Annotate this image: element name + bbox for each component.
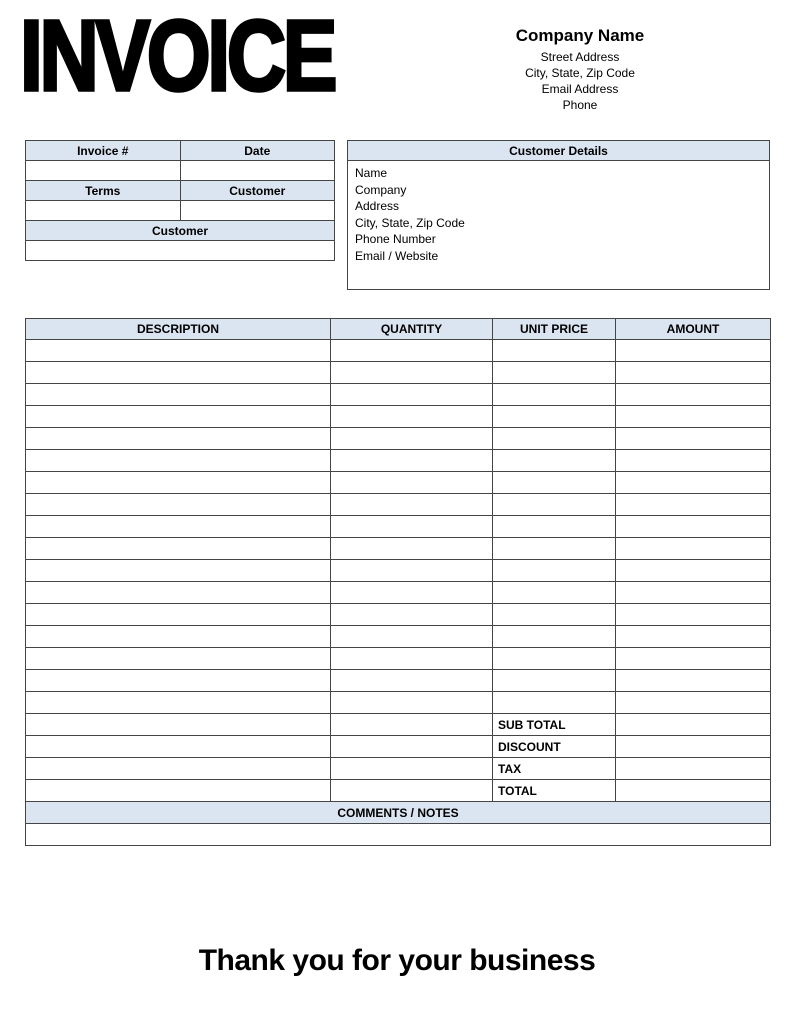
customer-cell xyxy=(180,201,335,221)
meta-value-row xyxy=(26,201,335,221)
totals-amount-cell xyxy=(616,780,771,802)
item-cell xyxy=(493,406,616,428)
company-city-state-zip: City, State, Zip Code xyxy=(525,66,635,80)
item-cell xyxy=(616,494,771,516)
item-cell xyxy=(331,626,493,648)
item-row xyxy=(26,516,771,538)
totals-description-cell xyxy=(26,758,331,780)
totals-amount-cell xyxy=(616,714,771,736)
item-cell xyxy=(493,340,616,362)
company-info-block xyxy=(460,26,700,113)
item-cell xyxy=(331,362,493,384)
customer-city-state-zip-line: City, State, Zip Code xyxy=(355,215,465,230)
item-cell xyxy=(26,494,331,516)
item-cell xyxy=(616,670,771,692)
item-cell xyxy=(616,516,771,538)
item-cell xyxy=(493,560,616,582)
item-cell xyxy=(26,428,331,450)
totals-quantity-cell xyxy=(331,714,493,736)
item-cell xyxy=(331,560,493,582)
item-cell xyxy=(26,582,331,604)
date-cell xyxy=(180,161,335,181)
item-cell xyxy=(493,472,616,494)
item-cell xyxy=(616,560,771,582)
customer-details-header: Customer Details xyxy=(348,141,769,161)
item-cell xyxy=(493,670,616,692)
totals-quantity-cell xyxy=(331,780,493,802)
item-cell xyxy=(493,692,616,714)
item-cell xyxy=(616,472,771,494)
meta-header-row xyxy=(26,141,335,161)
item-row xyxy=(26,494,771,516)
customer-full-label: Customer xyxy=(26,221,335,241)
item-cell xyxy=(26,560,331,582)
item-cell xyxy=(331,494,493,516)
totals-label-cell: SUB TOTAL xyxy=(493,714,616,736)
item-cell xyxy=(493,450,616,472)
item-cell xyxy=(26,472,331,494)
item-cell xyxy=(493,582,616,604)
item-cell xyxy=(493,494,616,516)
item-cell xyxy=(26,670,331,692)
item-cell xyxy=(493,538,616,560)
item-cell xyxy=(26,406,331,428)
item-cell xyxy=(331,406,493,428)
company-name: Company Name xyxy=(515,26,645,45)
item-cell xyxy=(616,626,771,648)
item-cell xyxy=(26,340,331,362)
item-row xyxy=(26,384,771,406)
totals-quantity-cell xyxy=(331,736,493,758)
item-cell xyxy=(331,648,493,670)
comments-section xyxy=(26,802,771,846)
invoice-number-cell xyxy=(26,161,181,181)
item-row xyxy=(26,604,771,626)
item-row xyxy=(26,538,771,560)
item-row xyxy=(26,406,771,428)
item-cell xyxy=(26,626,331,648)
quantity-header: QUANTITY xyxy=(331,319,493,340)
item-row xyxy=(26,450,771,472)
customer-details-box xyxy=(347,140,770,290)
item-cell xyxy=(331,450,493,472)
totals-amount-cell xyxy=(616,736,771,758)
meta-header-row xyxy=(26,221,335,241)
company-street-address: Street Address xyxy=(540,50,620,64)
totals-row xyxy=(26,736,771,758)
item-cell xyxy=(26,538,331,560)
invoice-meta-table xyxy=(25,140,335,261)
customer-phone-line: Phone Number xyxy=(355,232,436,246)
meta-value-row xyxy=(26,161,335,181)
items-table xyxy=(25,318,771,846)
items-table-body xyxy=(26,340,771,714)
item-cell xyxy=(493,362,616,384)
description-header: DESCRIPTION xyxy=(26,319,331,340)
item-cell xyxy=(616,362,771,384)
item-cell xyxy=(26,692,331,714)
item-cell xyxy=(493,604,616,626)
customer-company-line: Company xyxy=(355,182,407,197)
terms-label: Terms xyxy=(26,181,181,201)
amount-header: AMOUNT xyxy=(616,319,771,340)
item-cell xyxy=(26,604,331,626)
meta-value-row xyxy=(26,241,335,261)
totals-label-cell: TOTAL xyxy=(493,780,616,802)
item-cell xyxy=(616,582,771,604)
item-cell xyxy=(493,648,616,670)
comments-header: COMMENTS / NOTES xyxy=(26,802,771,824)
item-cell xyxy=(26,516,331,538)
item-cell xyxy=(493,384,616,406)
totals-body xyxy=(26,714,771,802)
footer-message: Thank you for your business xyxy=(198,944,596,977)
customer-email-website-line: Email / Website xyxy=(355,248,439,263)
item-cell xyxy=(331,538,493,560)
item-cell xyxy=(331,340,493,362)
totals-description-cell xyxy=(26,736,331,758)
item-cell xyxy=(616,406,771,428)
totals-label-cell: TAX xyxy=(493,758,616,780)
item-cell xyxy=(331,384,493,406)
totals-description-cell xyxy=(26,780,331,802)
item-row xyxy=(26,692,771,714)
totals-row xyxy=(26,780,771,802)
items-header-row xyxy=(26,319,771,340)
item-row xyxy=(26,560,771,582)
item-cell xyxy=(26,384,331,406)
item-row xyxy=(26,648,771,670)
item-cell xyxy=(331,670,493,692)
totals-amount-cell xyxy=(616,758,771,780)
item-cell xyxy=(331,582,493,604)
unit-price-header: UNIT PRICE xyxy=(493,319,616,340)
item-cell xyxy=(26,450,331,472)
item-cell xyxy=(616,648,771,670)
totals-description-cell xyxy=(26,714,331,736)
totals-row xyxy=(26,714,771,736)
comments-header-row xyxy=(26,802,771,824)
item-cell xyxy=(331,428,493,450)
item-cell xyxy=(26,648,331,670)
item-cell xyxy=(616,604,771,626)
totals-row xyxy=(26,758,771,780)
item-cell xyxy=(616,450,771,472)
item-row xyxy=(26,582,771,604)
item-row xyxy=(26,626,771,648)
company-email: Email Address xyxy=(541,82,619,96)
item-row xyxy=(26,362,771,384)
invoice-number-label: Invoice # xyxy=(26,141,181,161)
item-cell xyxy=(493,516,616,538)
totals-label-cell: DISCOUNT xyxy=(493,736,616,758)
item-cell xyxy=(331,604,493,626)
item-row xyxy=(26,670,771,692)
date-label: Date xyxy=(180,141,335,161)
item-cell xyxy=(616,384,771,406)
customer-address-line: Address xyxy=(355,199,400,213)
item-cell xyxy=(493,626,616,648)
customer-full-cell xyxy=(26,241,335,261)
item-row xyxy=(26,428,771,450)
item-cell xyxy=(331,472,493,494)
page-title: INVOICE xyxy=(20,0,335,112)
item-row xyxy=(26,340,771,362)
terms-cell xyxy=(26,201,181,221)
item-cell xyxy=(616,340,771,362)
item-cell xyxy=(616,428,771,450)
totals-quantity-cell xyxy=(331,758,493,780)
company-phone: Phone xyxy=(562,98,598,112)
item-cell xyxy=(331,692,493,714)
meta-header-row xyxy=(26,181,335,201)
comments-body-row xyxy=(26,824,771,846)
item-cell xyxy=(493,428,616,450)
customer-name-line: Name xyxy=(355,166,388,180)
item-cell xyxy=(616,538,771,560)
customer-details-body xyxy=(348,161,769,268)
item-row xyxy=(26,472,771,494)
customer-label: Customer xyxy=(180,181,335,201)
item-cell xyxy=(331,516,493,538)
item-cell xyxy=(26,362,331,384)
item-cell xyxy=(616,692,771,714)
comments-box xyxy=(26,824,771,846)
